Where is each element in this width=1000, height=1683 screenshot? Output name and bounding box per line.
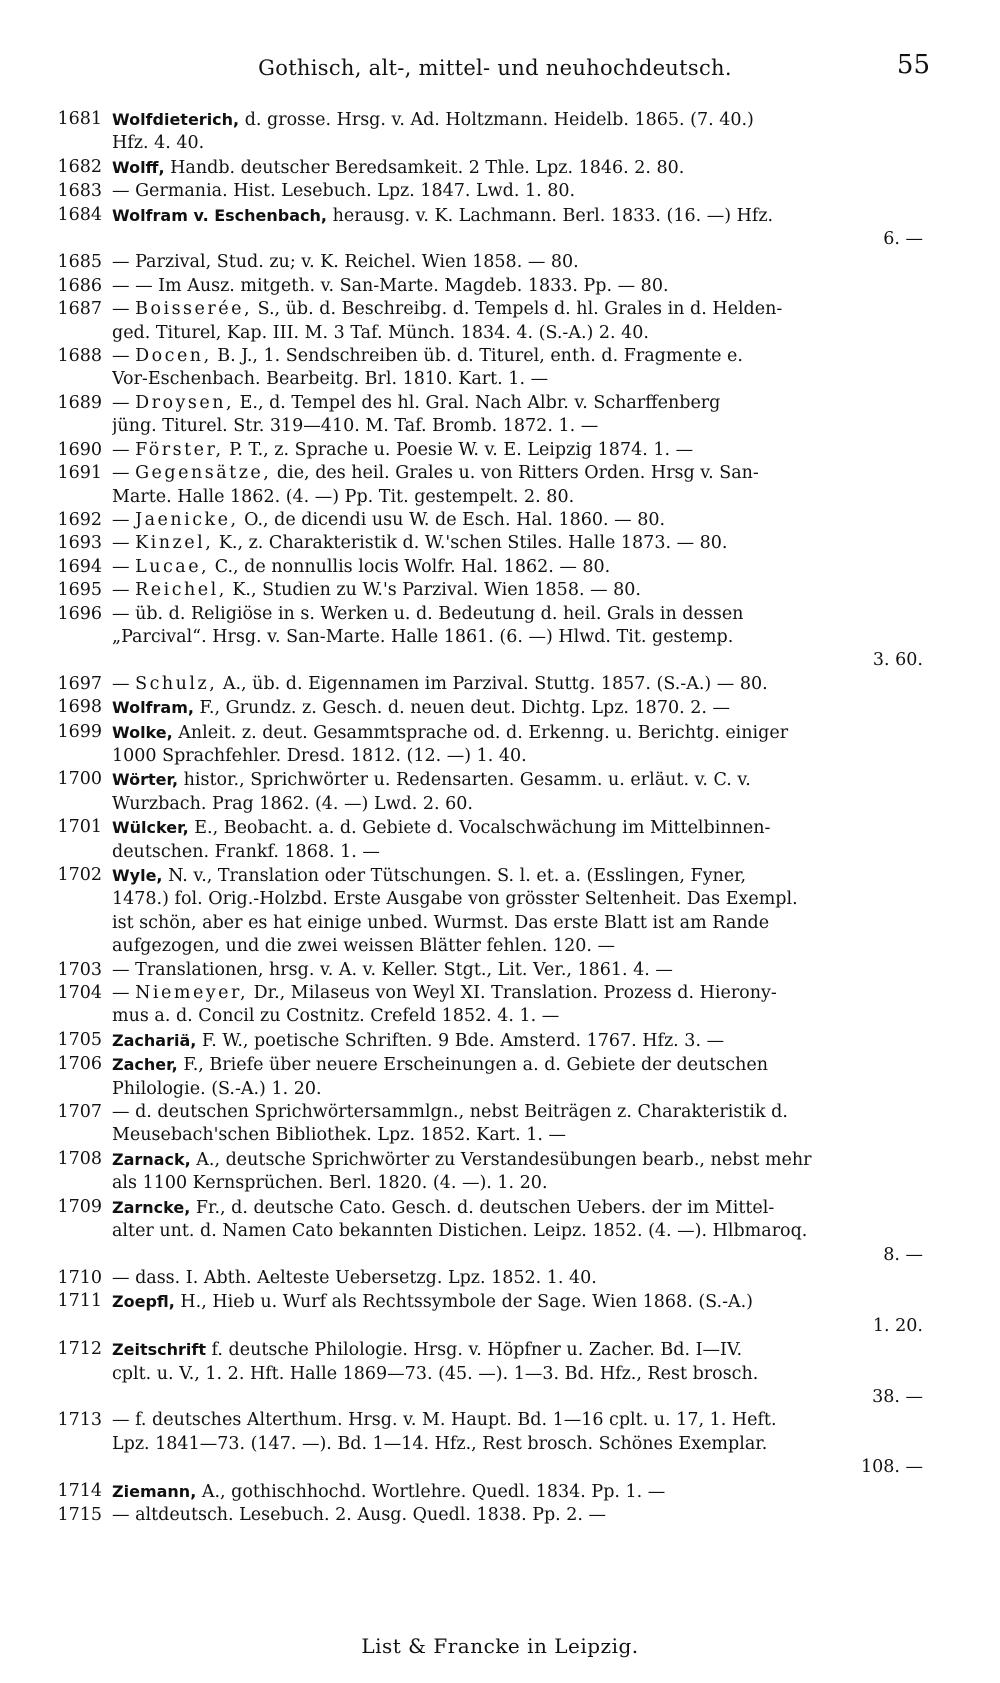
catalog-entry (40, 275, 945, 298)
entry-text: 1. 20. (872, 1315, 923, 1336)
entry-line (112, 251, 945, 274)
entry-text: cplt. u. V., 1. 2. Hft. Halle 1869—73. (45. —). 1—3. Bd. Hfz., Rest brosch. (112, 1363, 759, 1384)
entry-text: A., deutsche Sprichwörter zu Verstandesübungen bearb., nebst mehr (190, 1149, 812, 1170)
entry-number: 1698 (57, 697, 102, 718)
entry-text: d. grosse. Hrsg. v. Ad. Holtzmann. Heidelb. 1865. (7. 40.) (239, 110, 754, 130)
entry-number: 1712 (57, 1339, 102, 1360)
entry-text: — d. deutschen Sprichwörtersammlgn., nebst Beiträgen z. Charakteristik d. (112, 1102, 788, 1123)
entry-number: 1681 (57, 109, 102, 129)
page-header (60, 48, 930, 88)
entry-line (112, 1196, 945, 1220)
entry-line (112, 1386, 945, 1409)
entry-text: K., Studien zu W.'s Parzival. Wien 1858. — 80. (226, 580, 641, 601)
entry-line (112, 1433, 945, 1456)
entry-number: 1710 (57, 1267, 102, 1288)
entry-line (112, 108, 945, 132)
entry-text: E., Beobacht. a. d. Gebiete d. Vocalschwächung im Mittelbinnen- (188, 818, 771, 839)
entry-headword: Wörter, (112, 770, 179, 790)
entry-text: F., Grundz. z. Gesch. d. neuen deut. Dichtg. Lpz. 1870. 2. — (193, 698, 730, 719)
entry-text: — (112, 673, 136, 694)
catalog-entry (40, 959, 945, 982)
entry-text: 3. 60. (872, 650, 923, 671)
entry-text: jüng. Titurel. Str. 319—410. M. Taf. Bromb. 1872. 1. — (112, 416, 599, 437)
entry-line (112, 1101, 945, 1124)
catalog-entry (40, 1101, 945, 1148)
entry-text: — (112, 346, 136, 367)
catalog-entry (40, 1267, 945, 1290)
entry-line (112, 841, 945, 864)
entry-number: 1697 (57, 673, 102, 694)
entry-text: — (112, 299, 136, 320)
catalog-entry (40, 556, 945, 579)
entry-line (112, 1504, 945, 1527)
entry-line (112, 1172, 945, 1195)
entry-text: O., de dicendi usu W. de Esch. Hal. 1860. — 80. (238, 509, 666, 530)
entry-text: A., gothischhochd. Wortlehre. Quedl. 1834. Pp. 1. — (196, 1481, 666, 1502)
entry-line (112, 392, 945, 415)
entry-line (112, 745, 945, 768)
entry-text: — (112, 439, 136, 460)
entry-text: alter unt. d. Namen Cato bekannten Distichen. Leipz. 1852. (4. —). Hlbmaroq. (112, 1221, 808, 1242)
entry-text: 8. — (883, 1244, 923, 1265)
catalog-entry (40, 532, 945, 555)
entry-text: Meusebach'schen Bibliothek. Lpz. 1852. Kart. 1. — (112, 1125, 567, 1146)
entry-line (112, 1053, 945, 1077)
entry-line (112, 1029, 945, 1053)
entry-number: 1693 (57, 533, 102, 554)
catalog-entry (40, 392, 945, 439)
entry-author: Lucae, (135, 556, 210, 577)
entry-text: f. deutsche Philologie. Hrsg. v. Höpfner u. Zacher. Bd. I—IV. (205, 1340, 743, 1361)
entry-number: 1688 (57, 346, 102, 367)
entry-number: 1714 (57, 1480, 102, 1501)
entry-line (112, 486, 945, 509)
entry-line (112, 1244, 945, 1267)
entry-line (112, 1480, 945, 1504)
entry-line (112, 816, 945, 840)
catalog-entry (40, 439, 945, 462)
entry-headword: Zacher, (112, 1055, 178, 1075)
entry-headword: Wolfdieterich, (112, 110, 240, 129)
entry-author: Schulz, (135, 673, 218, 694)
entry-text: — Translationen, hrsg. v. A. v. Keller. Stgt., Lit. Ver., 1861. 4. — (112, 959, 673, 980)
entry-text: Handb. deutscher Beredsamkeit. 2 Thle. Lpz. 1846. 2. 80. (164, 157, 685, 178)
entry-line (112, 1078, 945, 1101)
entry-number: 1691 (57, 463, 102, 484)
catalog-entry (40, 251, 945, 274)
entry-line (112, 1267, 945, 1290)
entry-headword: Wolff, (112, 157, 165, 177)
entry-number: 1689 (57, 392, 102, 413)
entry-headword: Zarncke, (112, 1197, 191, 1217)
entry-text: 1000 Sprachfehler. Dresd. 1812. (12. —) 1. 40. (112, 745, 527, 766)
entry-text: Dr., Milaseus von Weyl XI. Translation. Prozess d. Hierony- (248, 983, 777, 1004)
entry-text: — (112, 509, 136, 530)
catalog-entry (40, 180, 945, 203)
catalog-entry (40, 768, 945, 816)
entry-headword: Wolfram, (112, 698, 194, 718)
entry-text: — (112, 392, 136, 413)
entry-number: 1704 (57, 983, 102, 1004)
entry-text: — — Im Ausz. mitgeth. v. San-Marte. Magdeb. 1833. Pp. — 80. (112, 275, 669, 296)
entry-number: 1694 (57, 556, 102, 577)
entry-text: H., Hieb u. Wurf als Rechtssymbole der Sage. Wien 1868. (S.-A.) (174, 1292, 754, 1313)
entry-author: Docen, (135, 346, 212, 367)
catalog-entry (40, 156, 945, 180)
entry-line (112, 1409, 945, 1432)
catalog-entry (40, 345, 945, 392)
entry-text: F. W., poetische Schriften. 9 Bde. Amsterd. 1767. Hfz. 3. — (196, 1030, 725, 1051)
entry-author: Gegensätze, (135, 463, 272, 484)
publisher-imprint: List & Francke in Leipzig. (361, 1634, 639, 1658)
entry-line (112, 368, 945, 391)
entry-line (112, 982, 945, 1005)
entry-text: als 1100 Kernsprüchen. Berl. 1820. (4. —). 1. 20. (112, 1173, 548, 1194)
catalog-entry (40, 509, 945, 532)
catalog-entry (40, 1480, 945, 1504)
entry-text: 6. — (883, 229, 923, 250)
entry-number: 1684 (57, 204, 102, 225)
entry-text: 38. — (872, 1386, 923, 1407)
entry-line (112, 603, 945, 626)
entry-text: B. J., 1. Sendschreiben üb. d. Titurel, enth. d. Fragmente e. (211, 346, 743, 367)
entry-text: — (112, 983, 136, 1004)
entry-text: K., z. Charakteristik d. W.'schen Stiles. Halle 1873. — 80. (213, 533, 728, 554)
entry-line (112, 579, 945, 602)
entry-number: 1683 (57, 181, 102, 202)
entry-line (112, 793, 945, 816)
entry-line (112, 439, 945, 462)
entry-number: 1705 (57, 1029, 102, 1050)
entry-text: 108. — (860, 1457, 923, 1478)
catalog-entry (40, 1338, 945, 1409)
entry-text: C., de nonnullis locis Wolfr. Hal. 1862. — 80. (209, 556, 611, 577)
entry-text: — Parzival, Stud. zu; v. K. Reichel. Wien 1858. — 80. (112, 252, 579, 273)
catalog-entry (40, 721, 945, 769)
entry-text: — (112, 556, 136, 577)
entry-text: herausg. v. K. Lachmann. Berl. 1833. (16. —) Hfz. (327, 205, 774, 226)
entry-line (112, 1363, 945, 1386)
entry-line (112, 275, 945, 298)
entry-line (112, 532, 945, 555)
entry-line (112, 888, 945, 911)
entry-text: Fr., d. deutsche Cato. Gesch. d. deutschen Uebers. der im Mittel- (190, 1197, 775, 1218)
entry-number: 1708 (57, 1148, 102, 1169)
entry-line (112, 864, 945, 888)
entry-number: 1715 (57, 1504, 102, 1525)
entry-line (112, 1315, 945, 1338)
entry-number: 1706 (57, 1054, 102, 1075)
entry-text: „Parcival“. Hrsg. v. San-Marte. Halle 1861. (6. —) Hlwd. Tit. gestemp. (112, 626, 734, 647)
catalog-entry (40, 204, 945, 252)
entry-text: aufgezogen, und die zwei weissen Blätter fehlen. 120. — (112, 936, 615, 957)
catalog-entry (40, 1504, 945, 1527)
entry-number: 1687 (57, 299, 102, 320)
entry-line (112, 415, 945, 438)
entry-number: 1686 (57, 275, 102, 296)
catalog-entry (40, 864, 945, 959)
entry-headword: Wolke, (112, 722, 173, 742)
entry-line (112, 204, 945, 228)
entry-author: Reichel, (135, 580, 227, 601)
entry-text: Anleit. z. deut. Gesammtsprache od. d. Erkenng. u. Berichtg. einiger (172, 722, 789, 743)
entry-text: deutschen. Frankf. 1868. 1. — (112, 841, 380, 862)
entry-line (112, 626, 945, 649)
entry-number: 1700 (57, 769, 102, 790)
entry-number: 1696 (57, 603, 102, 624)
entry-author: Droysen, (135, 392, 235, 413)
entry-text: 1478.) fol. Orig.-Holzbd. Erste Ausgabe von grösster Seltenheit. Das Exempl. (112, 889, 798, 910)
entry-line (112, 228, 945, 251)
entry-text: A., üb. d. Eigennamen im Parzival. Stuttg. 1857. (S.-A.) — 80. (217, 673, 768, 694)
entry-text: — altdeutsch. Lesebuch. 2. Ausg. Quedl. 1838. Pp. 2. — (112, 1504, 607, 1525)
entry-line (112, 1456, 945, 1479)
entry-text: — dass. I. Abth. Aelteste Uebersetzg. Lpz. 1852. 1. 40. (112, 1267, 597, 1288)
entry-text: P. T., z. Sprache u. Poesie W. v. E. Leipzig 1874. 1. — (223, 439, 694, 460)
catalog-entries (40, 108, 945, 1527)
entry-line (112, 721, 945, 745)
entry-line (112, 649, 945, 672)
entry-line (112, 1148, 945, 1172)
catalog-entry (40, 603, 945, 673)
catalog-entry (40, 108, 945, 156)
entry-number: 1703 (57, 959, 102, 980)
entry-line (112, 345, 945, 368)
entry-line (112, 1220, 945, 1243)
entry-line (112, 132, 945, 155)
entry-text: Marte. Halle 1862. (4. —) Pp. Tit. gestempelt. 2. 80. (112, 486, 575, 507)
entry-number: 1707 (57, 1102, 102, 1123)
entry-headword: Wülcker, (112, 818, 189, 838)
catalog-entry (40, 1148, 945, 1196)
catalog-entry (40, 1409, 945, 1479)
entry-text: histor., Sprichwörter u. Redensarten. Gesamm. u. erläut. v. C. v. (178, 770, 751, 791)
catalog-entry (40, 1196, 945, 1267)
entry-text: E., d. Tempel des hl. Gral. Nach Albr. v. Scharffenberg (234, 392, 721, 413)
entry-line (112, 462, 945, 485)
entry-line (112, 509, 945, 532)
entry-text: — (112, 463, 136, 484)
catalog-entry (40, 982, 945, 1029)
catalog-entry (40, 1053, 945, 1101)
entry-line (112, 298, 945, 321)
catalog-entry (40, 673, 945, 696)
entry-text: S., üb. d. Beschreibg. d. Tempels d. hl. Grales in d. Helden- (252, 299, 783, 320)
entry-text: — f. deutsches Alterthum. Hrsg. v. M. Haupt. Bd. 1—16 cplt. u. 17, 1. Heft. (112, 1410, 777, 1431)
entry-number: 1692 (57, 509, 102, 530)
entry-number: 1701 (57, 817, 102, 838)
entry-text: — üb. d. Religiöse in s. Werken u. d. Bedeutung d. heil. Grals in dessen (112, 603, 744, 624)
entry-number: 1682 (57, 156, 102, 177)
catalog-entry (40, 1029, 945, 1053)
entry-author: Förster, (135, 439, 224, 460)
entry-text: Philologie. (S.-A.) 1. 20. (112, 1078, 322, 1099)
entry-text: ged. Titurel, Kap. III. M. 3 Taf. Münch. 1834. 4. (S.-A.) 2. 40. (112, 322, 649, 343)
entry-line (112, 959, 945, 982)
entry-text: Hfz. 4. 40. (112, 133, 205, 154)
entry-author: Jaenicke, (135, 509, 239, 530)
catalog-entry (40, 298, 945, 345)
entry-number: 1690 (57, 439, 102, 460)
running-title: Gothisch, alt-, mittel- und neuhochdeutsch. (258, 56, 732, 80)
page-number: 55 (896, 50, 930, 80)
entry-number: 1699 (57, 721, 102, 742)
entry-line (112, 912, 945, 935)
entry-text: — (112, 533, 136, 554)
entry-line (112, 1005, 945, 1028)
entry-number: 1695 (57, 580, 102, 601)
entry-text: — Germania. Hist. Lesebuch. Lpz. 1847. Lwd. 1. 80. (112, 181, 576, 202)
entry-line (112, 322, 945, 345)
entry-author: Boisserée, (135, 299, 253, 320)
entry-text: mus a. d. Concil zu Costnitz. Crefeld 1852. 4. 1. — (112, 1006, 560, 1027)
catalog-entry (40, 1290, 945, 1338)
entry-number: 1709 (57, 1196, 102, 1217)
entry-number: 1713 (57, 1410, 102, 1431)
entry-text: Wurzbach. Prag 1862. (4. —) Lwd. 2. 60. (112, 793, 473, 814)
entry-headword: Wyle, (112, 866, 163, 885)
entry-text: Lpz. 1841—73. (147. —). Bd. 1—14. Hfz., Rest brosch. Schönes Exemplar. (112, 1433, 768, 1454)
entry-author: Kinzel, (135, 533, 214, 554)
entry-line (112, 1338, 945, 1362)
entry-text: die, des heil. Grales u. von Ritters Orden. Hrsg v. San- (271, 463, 759, 484)
entry-headword: Zeitschrift (112, 1340, 206, 1360)
entry-line (112, 768, 945, 792)
entry-headword: Zoepfl, (112, 1292, 175, 1312)
entry-number: 1685 (57, 252, 102, 273)
entry-number: 1711 (57, 1291, 102, 1312)
entry-line (112, 180, 945, 203)
entry-line (112, 696, 945, 720)
catalog-entry (40, 462, 945, 509)
entry-line (112, 556, 945, 579)
catalog-entry (40, 579, 945, 602)
entry-line (112, 935, 945, 958)
entry-number: 1702 (57, 865, 102, 885)
entry-line (112, 673, 945, 696)
catalog-entry (40, 696, 945, 720)
entry-text: F., Briefe über neuere Erscheinungen a. d. Gebiete der deutschen (177, 1055, 768, 1076)
entry-headword: Ziemann, (112, 1481, 197, 1501)
entry-headword: Zachariä, (112, 1030, 197, 1050)
entry-line (112, 1290, 945, 1314)
entry-text: ist schön, aber es hat einige unbed. Wurmst. Das erste Blatt ist am Rande (112, 912, 770, 933)
entry-author: Niemeyer, (135, 983, 249, 1004)
entry-text: N. v., Translation oder Tütschungen. S. l. et. a. (Esslingen, Fyner, (162, 866, 747, 886)
entry-line (112, 156, 945, 180)
entry-text: Vor-Eschenbach. Bearbeitg. Brl. 1810. Kart. 1. — (112, 369, 549, 390)
entry-line (112, 1124, 945, 1147)
catalog-entry (40, 816, 945, 864)
entry-text: — (112, 580, 136, 601)
entry-headword: Zarnack, (112, 1149, 191, 1169)
entry-headword: Wolfram v. Eschenbach, (112, 205, 327, 225)
